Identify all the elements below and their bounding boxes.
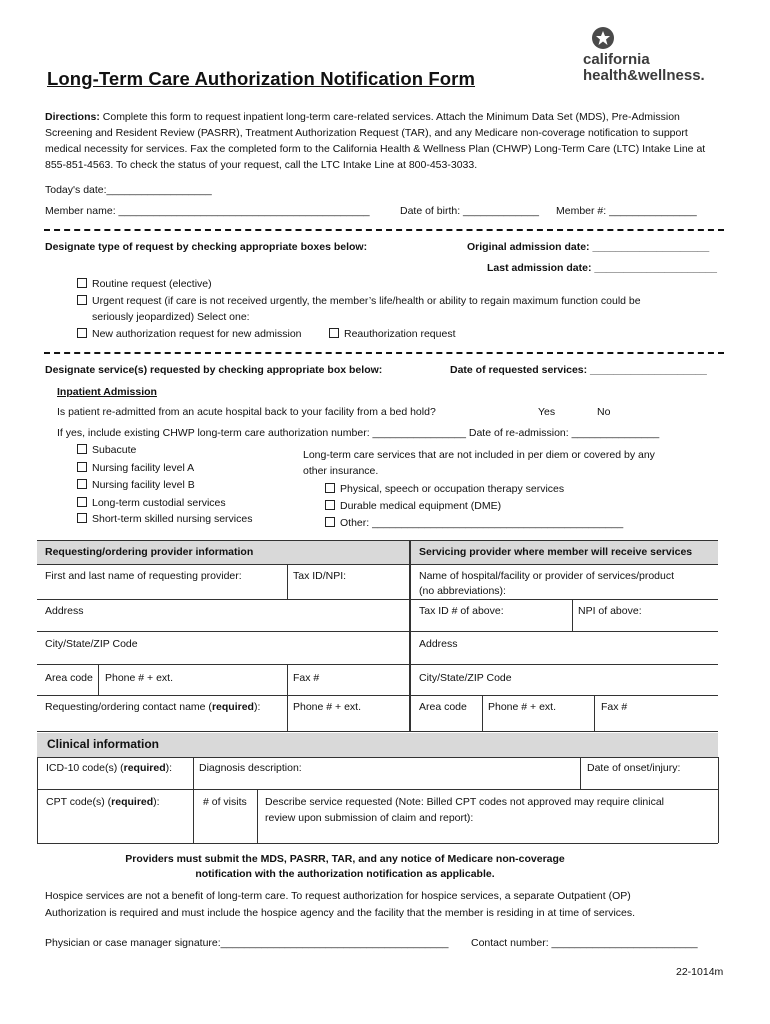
facility-npi-field[interactable]: NPI of above: [578,605,642,617]
logo-emblem-icon [591,26,615,50]
checkbox[interactable] [77,328,87,338]
contact-number-field[interactable]: Contact number: _________________________ [471,937,698,949]
checkbox[interactable] [325,500,335,510]
service-option[interactable] [325,483,564,496]
readmitted-question: Is patient re-admitted from an acute hospital back to your facility from a bed hold? [57,406,436,418]
urgent-label: Urgent request (if care is not received urgently, the member’s life/health or ability to regain maximum function could be [92,295,641,307]
facility-fax-field[interactable]: Fax # [601,701,628,713]
requesting-provider-header: Requesting/ordering provider information [45,546,254,558]
no-option[interactable]: No [597,406,611,418]
service-option[interactable] [77,462,194,475]
icd-code-field[interactable] [46,762,172,775]
facility-phone-field[interactable]: Phone # + ext. [488,701,557,713]
contact-name-label-end: ): [253,701,261,713]
new-auth-label: New authorization request for new admission [92,328,302,340]
provider-name-field[interactable]: First and last name of requesting provider: [45,570,242,582]
table-line [37,843,718,844]
ltc-note-cont: other insurance. [303,465,379,477]
clinical-header: Clinical information [47,737,160,751]
member-name-field[interactable]: Member name: ___________________________________________ [45,205,370,217]
divider [44,229,724,231]
table-line [287,564,288,599]
phone-field[interactable]: Phone # + ext. [105,672,174,684]
member-number-field[interactable]: Member #: _______________ [556,205,697,217]
icd-label-end: ): [165,762,173,774]
service-option[interactable] [77,497,226,510]
table-line [98,664,99,695]
service-option-label: Nursing facility level A [92,462,195,474]
urgent-label-cont: seriously jeopardized) Select one: [92,311,250,323]
service-option-label: Durable medical equipment (DME) [340,500,502,512]
notice-line2: notification with the authorization notification as applicable. [195,868,495,880]
table-line [257,789,258,843]
table-line [718,757,719,843]
hospice-note: Hospice services are not a benefit of long-term care. To request authorization for hospice services, a separate Outpatient (OP) [45,890,631,902]
facility-name-cont: (no abbreviations): [419,585,506,597]
form-code: 22-1014m [676,966,724,978]
table-line [37,695,718,696]
service-option[interactable] [325,517,623,530]
servicing-provider-header: Servicing provider where member will receive services [419,546,693,558]
notice-line1: Providers must submit the MDS, PASRR, TAR, and any notice of Medicare non-coverage [125,853,565,865]
contact-name-field[interactable] [45,701,260,714]
tax-id-npi-field[interactable]: Tax ID/NPI: [293,570,347,582]
urgent-request-option[interactable] [77,295,641,308]
service-option[interactable] [77,479,195,492]
address-field[interactable]: Address [45,605,84,617]
checkbox[interactable] [77,513,87,523]
contact-phone-field[interactable]: Phone # + ext. [293,701,362,713]
reauth-label: Reauthorization request [344,328,456,340]
city-state-zip-field[interactable]: City/State/ZIP Code [45,638,138,650]
checkbox[interactable] [77,479,87,489]
services-heading: Designate service(s) requested by checking appropriate box below: [45,364,383,376]
todays-date-field[interactable]: Today's date:__________________ [45,184,212,196]
cpt-label-end: ): [153,796,160,808]
service-option[interactable] [325,500,501,513]
service-option-label: Short-term skilled nursing services [92,513,253,525]
required-label: required [111,796,154,808]
new-auth-option[interactable] [77,328,302,341]
directions-text: Complete this form to request inpatient long-term care-related services. Attach the Minimum Data Set (MDS), Pre-Admission Screening and Resident Review (PASRR), Treatment Authorization Request (TAR), and any Medicare non-coverage notification to support medical necessity for services. Fax the completed form to the California Health & Wellness Plan (CHWP) Long-Term Care (LTC) Intake Line at 855-851-4563. To check the status of your request, call the LTC Intake Line at 800-453-3033. [45,111,706,171]
service-option[interactable] [77,444,136,457]
visits-field[interactable]: # of visits [203,796,247,808]
facility-city-state-zip-field[interactable]: City/State/ZIP Code [419,672,512,684]
table-line [37,664,718,665]
routine-request-option[interactable] [77,278,212,291]
cpt-code-field[interactable] [46,796,160,809]
required-label: required [123,762,166,774]
icd-label: ICD-10 code(s) ( [46,762,124,774]
checkbox[interactable] [325,483,335,493]
required-label: required [211,701,254,713]
checkbox[interactable] [329,328,339,338]
service-option-label: Physical, speech or occupation therapy services [340,483,565,495]
table-line [37,757,718,758]
signature-field[interactable]: Physician or case manager signature:_______________________________________ [45,937,449,949]
reauth-option[interactable] [329,328,456,341]
checkbox[interactable] [77,462,87,472]
logo-line2: health&wellness. [583,67,705,84]
checkbox[interactable] [77,444,87,454]
table-line [37,540,718,541]
table-line [482,695,483,731]
table-line [37,789,718,790]
original-admission-field[interactable]: Original admission date: ____________________ [467,241,710,253]
service-option[interactable] [77,513,252,526]
area-code-field[interactable]: Area code [45,672,93,684]
dob-field[interactable]: Date of birth: _____________ [400,205,539,217]
table-line [594,695,595,731]
service-option-label: Nursing facility level B [92,479,195,491]
checkbox[interactable] [77,295,87,305]
service-option-label: Long-term custodial services [92,497,226,509]
facility-tax-id-field[interactable]: Tax ID # of above: [419,605,504,617]
table-line [580,757,581,789]
hospice-note-cont: Authorization is required and must include the hospice agency and the facility that the member is residing in at time of services. [45,907,636,919]
directions [45,109,715,173]
cpt-label: CPT code(s) ( [46,796,112,808]
divider [44,352,724,354]
ltc-note: Long-term care services that are not included in per diem or covered by any [303,449,655,461]
inpatient-heading: Inpatient Admission [57,386,157,398]
service-description-field[interactable]: Describe service requested (Note: Billed CPT codes not approved may require clinical [265,796,664,808]
facility-name-field[interactable]: Name of hospital/facility or provider of services/product [419,570,675,582]
fax-field[interactable]: Fax # [293,672,320,684]
directions-label: Directions: [45,111,100,123]
table-line [193,757,194,843]
routine-label: Routine request (elective) [92,278,212,290]
form-title: Long-Term Care Authorization Notification Form [47,68,476,89]
yes-option[interactable]: Yes [538,406,556,418]
request-type-heading: Designate type of request by checking appropriate boxes below: [45,241,368,253]
last-admission-field[interactable]: Last admission date: _____________________ [487,262,717,274]
table-line [287,664,288,731]
existing-auth-field[interactable]: If yes, include existing CHWP long-term care authorization number: ________________ Date of re-admission: _______________ [57,427,660,439]
table-line [37,757,38,843]
service-option-label: Other: ___________________________________________ [340,517,624,529]
onset-date-field[interactable]: Date of onset/injury: [587,762,681,774]
checkbox[interactable] [77,278,87,288]
service-description-cont: review upon submission of claim and report): [265,812,474,824]
checkbox[interactable] [77,497,87,507]
facility-area-code-field[interactable]: Area code [419,701,467,713]
table-line [37,564,718,565]
diagnosis-field[interactable]: Diagnosis description: [199,762,302,774]
service-option-label: Subacute [92,444,137,456]
table-line [572,599,573,631]
table-divider [409,540,411,731]
logo-line1: california [583,51,650,68]
checkbox[interactable] [325,517,335,527]
date-requested-field[interactable]: Date of requested services: ____________________ [450,364,707,376]
table-line [37,599,718,600]
table-line [37,731,718,732]
facility-address-field[interactable]: Address [419,638,458,650]
contact-name-label: Requesting/ordering contact name ( [45,701,212,713]
table-line [37,631,718,632]
